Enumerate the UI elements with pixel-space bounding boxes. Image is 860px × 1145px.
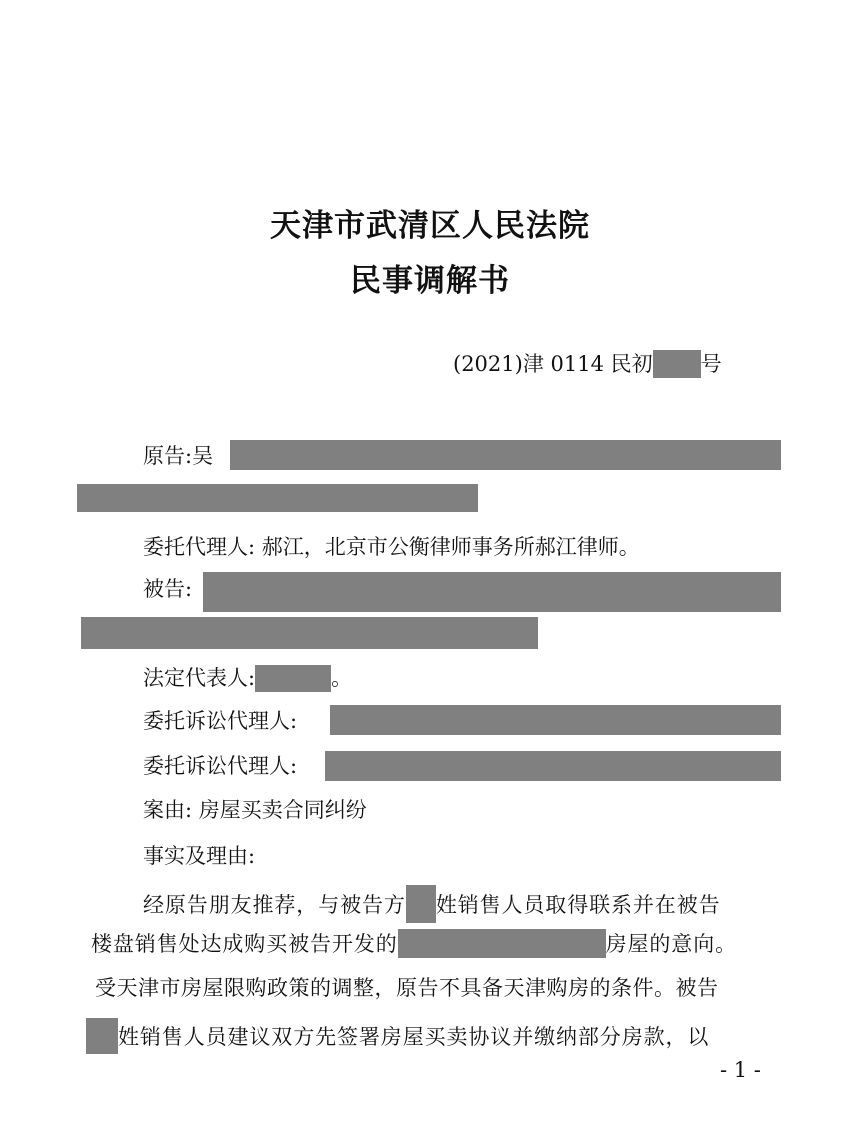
legal-rep-label: 法定代表人: — [143, 666, 256, 690]
case-number — [453, 349, 722, 379]
litigation-agent-1-redaction — [330, 705, 781, 735]
body-line-2 — [91, 929, 737, 959]
body-line-4 — [86, 1018, 709, 1054]
body-line-2-part-b: 房屋的意向。 — [605, 932, 738, 956]
court-name-title: 天津市武清区人民法院 — [270, 208, 590, 244]
litigation-agent-1-line: 委托诉讼代理人: — [143, 709, 298, 733]
plaintiff-name-visible: 吴 — [192, 444, 214, 468]
litigation-agent-2-line: 委托诉讼代理人: — [143, 754, 298, 778]
body-line-1-part-a: 经原告朋友推荐，与被告方 — [143, 893, 406, 917]
defendant-line: 被告: — [143, 577, 193, 601]
body-redaction-project — [398, 929, 606, 958]
document-type-title: 民事调解书 — [350, 263, 510, 299]
case-cause: 案由: 房屋买卖合同纠纷 — [143, 798, 367, 822]
plaintiff-redaction-2 — [77, 484, 478, 512]
case-number-redacted — [653, 350, 701, 378]
plaintiff-redaction-1 — [230, 440, 781, 470]
legal-rep-end: 。 — [331, 666, 353, 690]
litigation-agent-2-redaction — [325, 751, 781, 781]
plaintiff-label: 原告: — [143, 444, 193, 468]
defendant-redaction-1 — [203, 572, 781, 612]
case-number-suffix: 号 — [700, 352, 722, 376]
body-line-2-part-a: 楼盘销售处达成购买被告开发的 — [91, 932, 398, 956]
legal-rep-redacted — [255, 665, 331, 692]
body-redaction-salesperson-1 — [406, 885, 436, 923]
body-redaction-salesperson-2 — [86, 1018, 118, 1054]
body-line-4-text: 姓销售人员建议双方先签署房屋买卖协议并缴纳部分房款，以 — [118, 1025, 710, 1049]
legal-rep-line — [143, 663, 352, 693]
case-number-prefix: (2021)津 0114 民初 — [453, 352, 653, 376]
plaintiff-agent-line: 委托代理人: 郝江，北京市公衡律师事务所郝江律师。 — [143, 535, 640, 559]
body-line-1 — [143, 885, 721, 923]
facts-heading: 事实及理由: — [143, 844, 256, 868]
body-line-1-part-b: 姓销售人员取得联系并在被告 — [435, 893, 721, 917]
plaintiff-line — [143, 441, 213, 471]
body-line-3: 受天津市房屋限购政策的调整，原告不具备天津购房的条件。被告 — [95, 976, 719, 1000]
page-number: - 1 - — [720, 1058, 761, 1082]
defendant-redaction-2 — [81, 617, 538, 649]
